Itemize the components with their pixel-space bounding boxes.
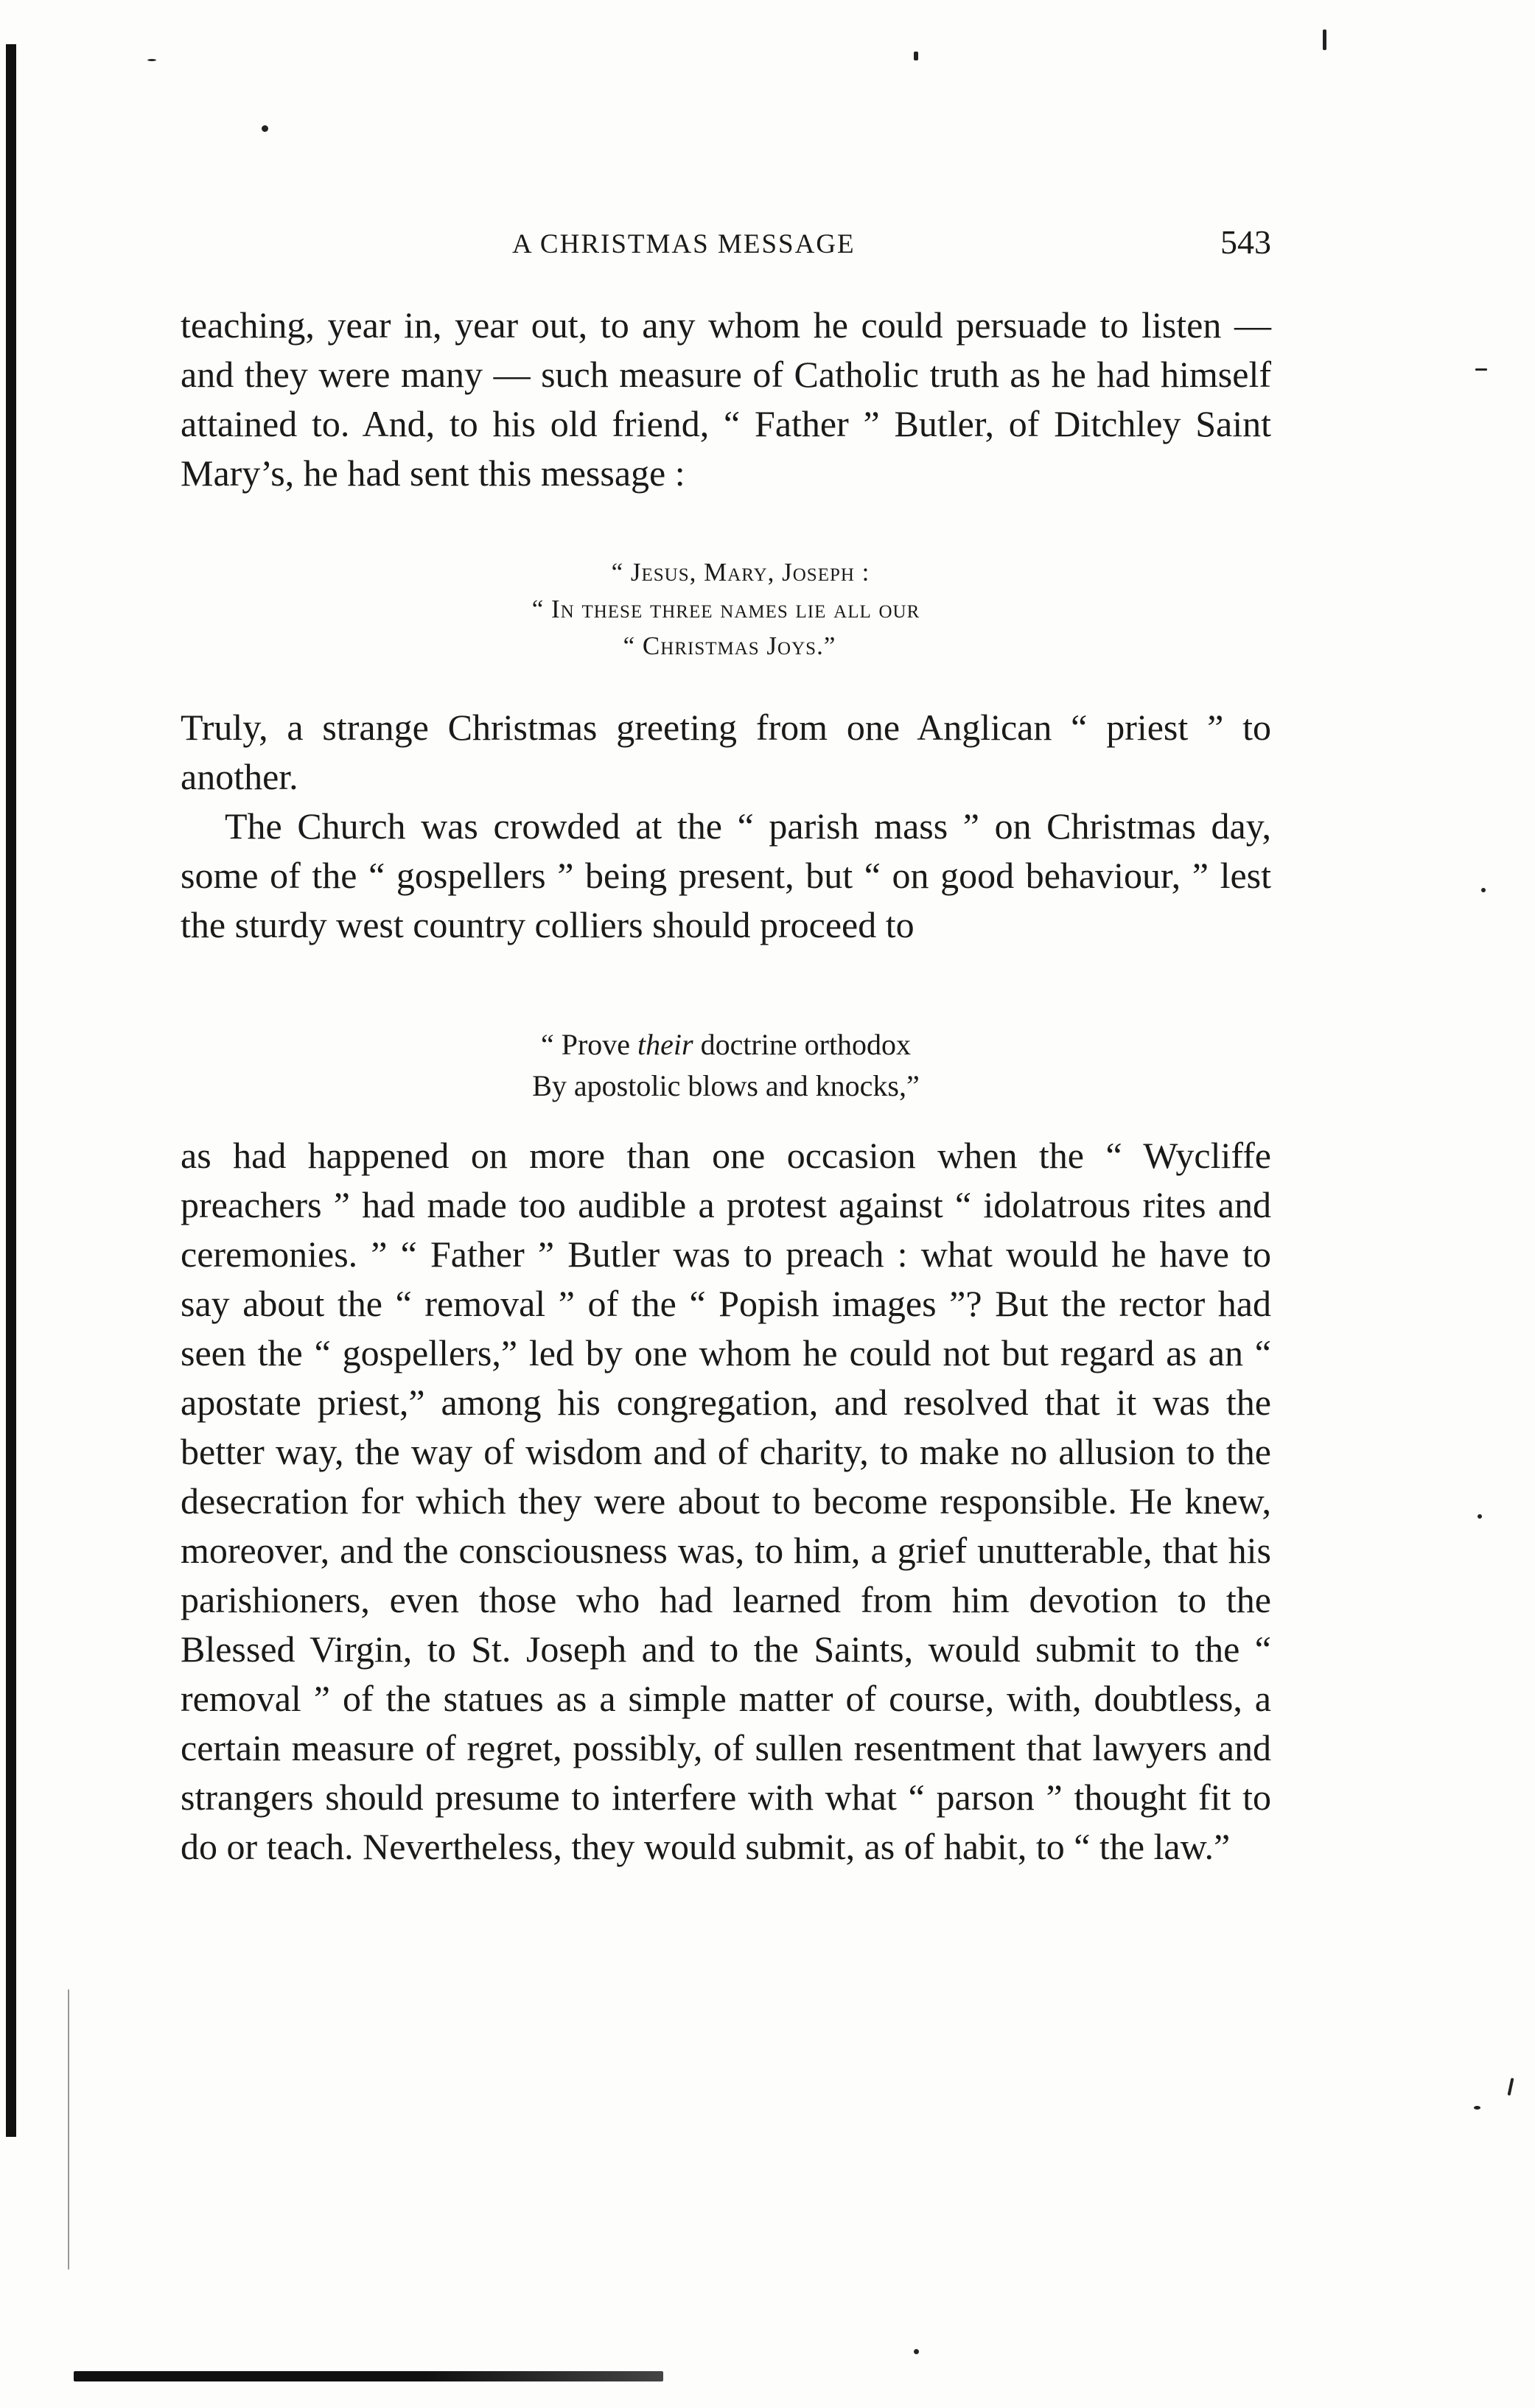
verse-line-3: “ Christmas Joys.” (623, 631, 836, 660)
body-paragraph-2 (181, 703, 1271, 802)
quote-line-1-start: “ Prove (540, 1028, 638, 1061)
scan-speck (914, 2349, 919, 2354)
quote-line-1-end: doctrine orthodox (693, 1028, 912, 1061)
scan-speck (1323, 29, 1326, 50)
verse-line-2: “ In these three names lie all our (531, 595, 920, 623)
running-title: A CHRISTMAS MESSAGE (512, 229, 856, 259)
binding-edge-shadow (6, 44, 16, 2137)
verse-block (181, 554, 1271, 665)
paragraph-text: The Church was crowded at the “ parish mass ” on Christmas day, some of the “ gospellers ” being present, but “ on good behaviour, ” lest the sturdy west country colliers should proceed to (181, 805, 1271, 945)
margin-line (68, 1989, 69, 2269)
body-paragraph-3 (181, 802, 1271, 950)
scan-speck (1474, 2106, 1480, 2110)
verse-line-1: “ Jesus, Mary, Joseph : (611, 558, 870, 587)
paragraph-text: teaching, year in, year out, to any whom he could persuade to listen — and they were many — such measure of Catholic truth as he had himself attained to. And, to his old friend, “ Father ” Butler, of Ditchley Saint Mary’s, he had sent this message : (181, 304, 1271, 494)
body-paragraph-1 (181, 301, 1271, 498)
paragraph-text: Truly, a strange Christmas greeting from one Anglican “ priest ” to another. (181, 707, 1271, 797)
page-header (181, 223, 1271, 267)
quoted-verse (181, 1024, 1271, 1107)
body-paragraph-4 (181, 1131, 1271, 1872)
scan-speck (262, 125, 268, 132)
scan-speck (1508, 2078, 1514, 2096)
bottom-edge-shadow (74, 2371, 663, 2381)
scan-speck (147, 59, 156, 61)
scan-speck (1481, 888, 1486, 892)
paragraph-text: as had happened on more than one occasion when the “ Wycliffe preachers ” had made too audible a protest against “ idolatrous rites and ceremonies. ” “ Father ” Butler was to preach : what would he have to say about the “ removal ” of the “ Popish images ”? But the rector had seen the “ gospellers,” led by one whom he could not but regard as an “ apostate priest,” among his congregation, and resolved that it was the better way, the way of wisdom and of charity, to make no allusion to the desecration for which they were about to become responsible. He knew, moreover, and the consciousness was, to him, a grief unutterable, that his parishioners, even those who had learned from him devotion to the Blessed Virgin, to St. Joseph and to the Saints, would submit to the “ removal ” of the statues as a simple matter of course, with, doubtless, a certain measure of regret, possibly, of sullen resentment that lawyers and strangers should presume to interfere with what “ parson ” thought fit to do or teach. Nevertheless, they would submit, as of habit, to “ the law.” (181, 1135, 1271, 1867)
scan-speck (1475, 368, 1487, 371)
quote-italic-word: their (637, 1028, 693, 1061)
quote-line-2: By apostolic blows and knocks,” (532, 1069, 920, 1102)
scan-speck (914, 52, 918, 60)
quote-line-1 (181, 1024, 1271, 1065)
scan-speck (1478, 1514, 1482, 1519)
page-number: 543 (1220, 223, 1271, 261)
